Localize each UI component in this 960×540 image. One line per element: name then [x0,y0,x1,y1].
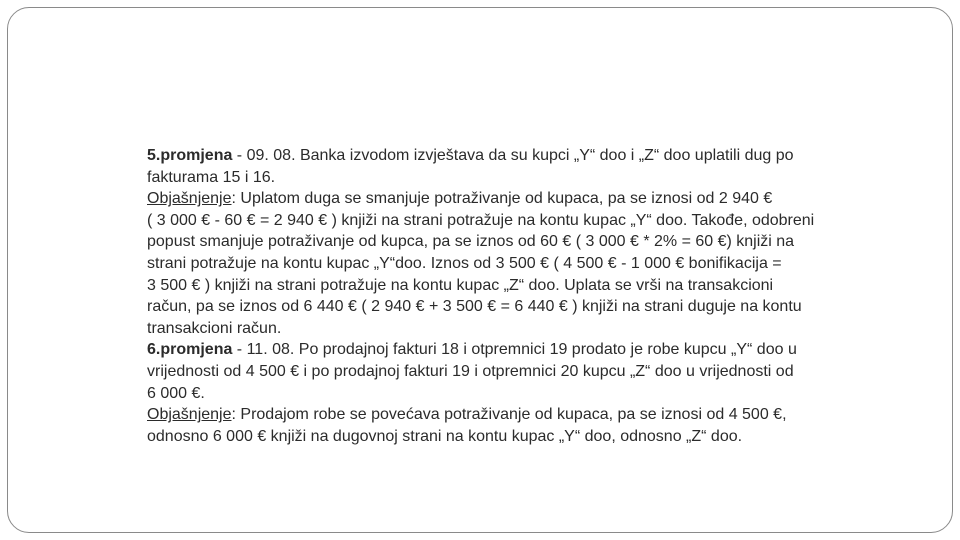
objasnjenje-1-line: 3 500 € ) knjiži na strani potražuje na kontu kupac „Z“ doo. Uplata se vrši na transakcioni [147,276,774,294]
objasnjenje-2-text: : Prodajom robe se povećava potraživanje od kupaca, pa se iznosi od 4 500 €, [231,406,787,424]
objasnjenje-1-line: ( 3 000 € - 60 € = 2 940 € ) knjiži na strani potražuje na kontu kupac „Y“ doo. Takođe, odobreni [147,211,815,229]
promjena-5-text: - 09. 08. Banka izvodom izvještava da su kupci „Y“ doo i „Z“ doo uplatili dug po [232,147,794,164]
promjena-6-text: - 11. 08. Po prodajnoj fakturi 18 i otpremnici 19 prodato je robe kupcu „Y“ doo u [232,341,797,359]
objasnjenje-1-line-1 [147,188,917,210]
promjena-6-line-1 [147,339,917,361]
objasnjenje-1-line: popust smanjuje potraživanje od kupca, pa se iznos od 60 € ( 3 000 € * 2% = 60 €) knjiži na [147,233,795,251]
objasnjenje-2-label: Objašnjenje [147,406,232,424]
objasnjenje-1-line: strani potražuje na kontu kupac „Y“doo. Iznos od 3 500 € ( 4 500 € - 1 000 € bonifikacija = [147,254,782,272]
objasnjenje-1-text: : Uplatom duga se smanjuje potraživanje od kupaca, pa se iznosi od 2 940 € [231,190,773,208]
slide-text-body [147,145,917,447]
promjena-6-label: 6.promjena [147,341,233,359]
promjena-5-line-1 [147,145,917,167]
promjena-6-line: vrijednosti od 4 500 € i po prodajnoj fakturi 19 i otpremnici 20 kupcu „Z“ doo u vrijednosti od [147,362,794,380]
objasnjenje-1-line: transakcioni račun. [147,319,282,337]
objasnjenje-2-line-1 [147,404,917,426]
promjena-5-label: 5.promjena [147,147,233,164]
objasnjenje-1-line: račun, pa se iznos od 6 440 € ( 2 940 € + 3 500 € = 6 440 € ) knjiži na strani duguje na kontu [147,298,802,316]
promjena-5-line-2: fakturama 15 i 16. [147,168,276,186]
objasnjenje-2-line: odnosno 6 000 € knjiži na dugovnoj strani na kontu kupac „Y“ doo, odnosno „Z“ doo. [147,427,743,445]
objasnjenje-1-label: Objašnjenje [147,190,232,208]
promjena-6-line: 6 000 €. [147,384,205,402]
